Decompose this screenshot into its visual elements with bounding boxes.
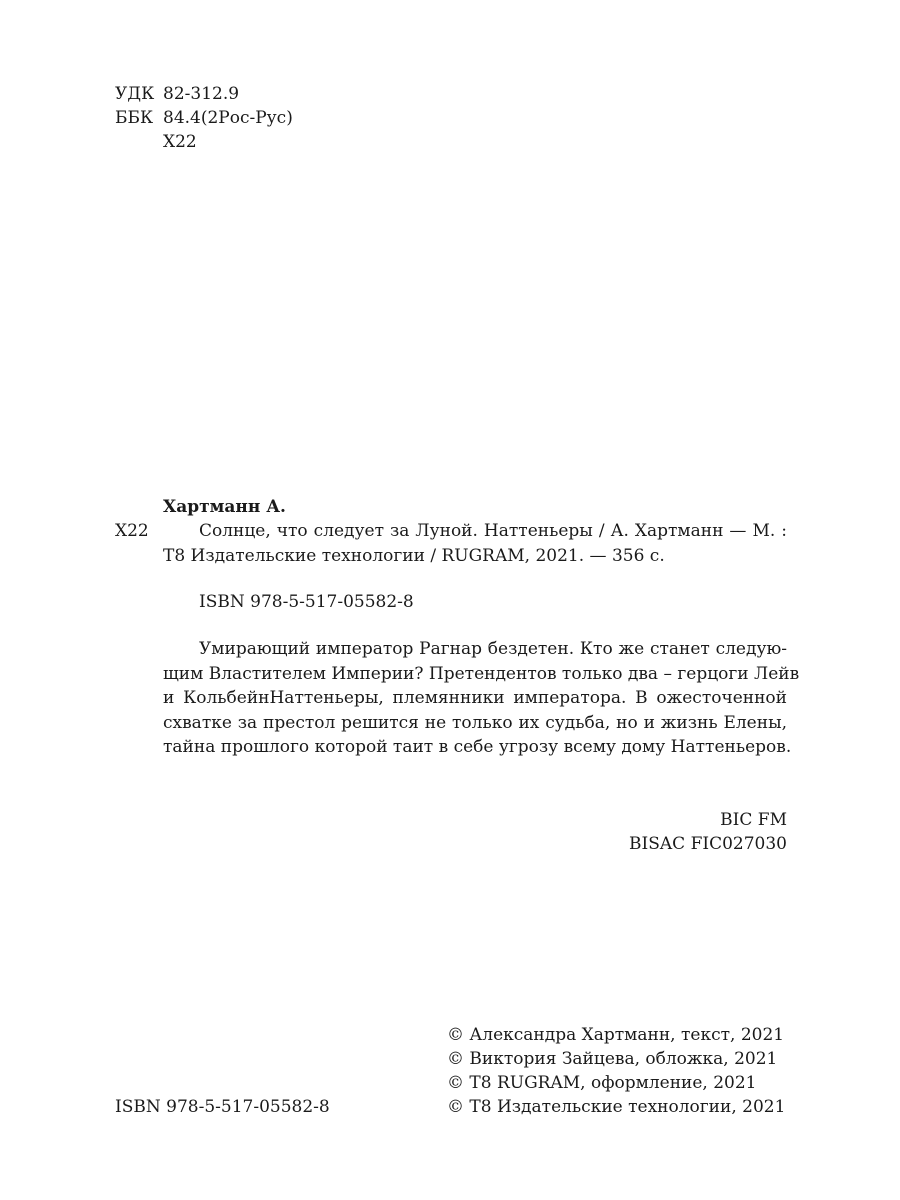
- title-line: Солнце, что следует за Луной. Наттеньеры / А. Хартманн — М. :: [199, 521, 787, 541]
- udk-label: УДК: [115, 84, 155, 104]
- copyright-line: © Виктория Зайцева, обложка, 2021: [447, 1049, 778, 1069]
- udk-value: 82-312.9: [163, 84, 240, 104]
- isbn-footer: ISBN 978-5-517-05582-8: [115, 1097, 330, 1117]
- isbn-entry: ISBN 978-5-517-05582-8: [199, 592, 414, 612]
- title-line: Т8 Издательские технологии / RUGRAM, 2021. — 356 с.: [163, 545, 665, 566]
- copyright-line: © Александра Хартманн, текст, 2021: [447, 1025, 785, 1045]
- annotation: [163, 637, 800, 760]
- copyright-line: © Т8 RUGRAM, оформление, 2021: [447, 1073, 757, 1093]
- author-heading: Хартманн А.: [163, 497, 286, 517]
- bic-code: BIC FM: [720, 810, 787, 830]
- annotation-line: и КольбейнНаттеньеры, племянники императора. В ожесточенной: [163, 688, 787, 708]
- title-description: [163, 519, 787, 568]
- author-mark-entry: Х22: [115, 521, 149, 541]
- annotation-line: тайна прошлого которой таит в себе угрозу всему дому Наттеньеров.: [163, 737, 792, 757]
- author-mark-top: Х22: [163, 132, 197, 152]
- annotation-line: щим Властителем Империи? Претендентов только два – герцоги Лейв: [163, 663, 800, 684]
- bbk-label: ББК: [115, 108, 154, 128]
- annotation-line: Умирающий император Рагнар бездетен. Кто же станет следую-: [199, 639, 787, 659]
- copyright-line: © Т8 Издательские технологии, 2021: [447, 1097, 786, 1117]
- bisac-code: BISAC FIC027030: [629, 834, 787, 854]
- bbk-value: 84.4(2Рос-Рус): [163, 108, 293, 128]
- annotation-line: схватке за престол решится не только их судьба, но и жизнь Елены,: [163, 712, 787, 733]
